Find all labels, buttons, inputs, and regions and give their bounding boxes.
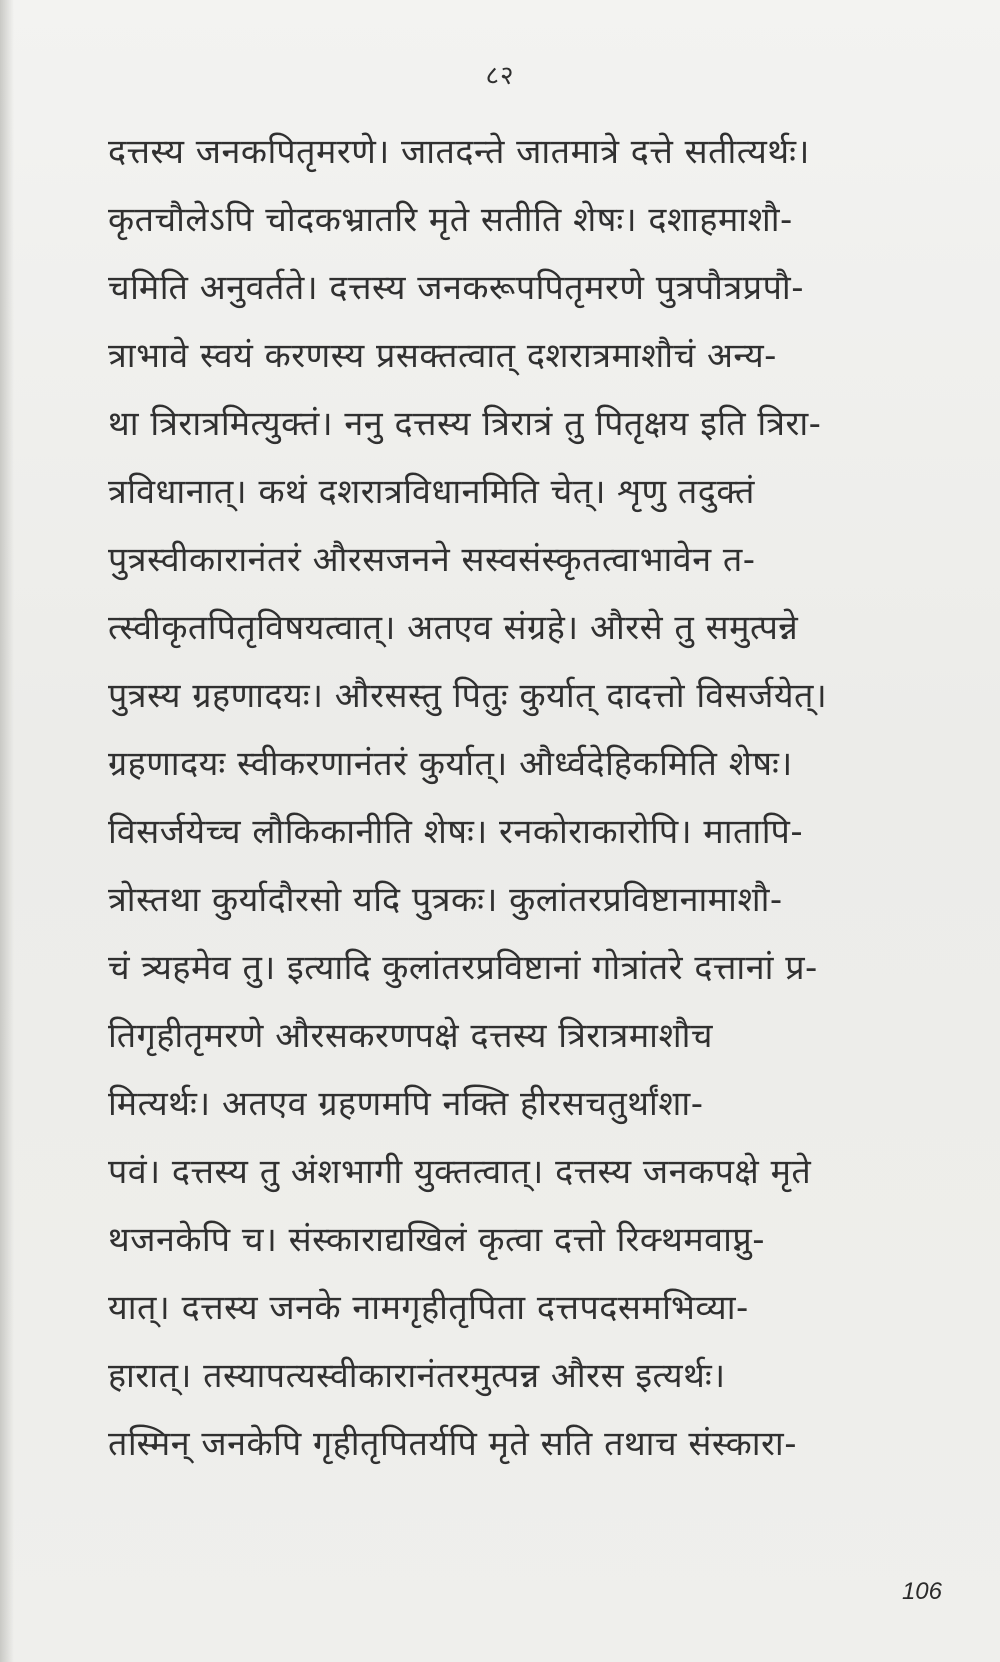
text-line: यात्। दत्तस्य जनके नामगृहीतृपिता दत्तपदसमभिव्या-	[108, 1288, 749, 1328]
text-line: कृतचौलेऽपि चोदकभ्रातरि मृते सतीति शेषः। दशाहमाशौ-	[108, 200, 793, 240]
text-line: ग्रहणादयः स्वीकरणानंतरं कुर्यात्। और्ध्वदेहिकमिति शेषः।	[108, 744, 793, 784]
text-line: तिगृहीतृमरणे औरसकरणपक्षे दत्तस्य त्रिरात्रमाशौच	[108, 1016, 713, 1056]
text-line: मित्यर्थः। अतएव ग्रहणमपि नक्ति हीरसचतुर्थांशा-	[108, 1084, 704, 1124]
text-line: थजनकेपि च। संस्काराद्यखिलं कृत्वा दत्तो रिक्थमवाप्नु-	[108, 1220, 765, 1260]
text-line: पुत्रस्वीकारानंतरं औरसजनने सस्वसंस्कृतत्वाभावेन त-	[108, 540, 756, 580]
folio-number: ८२	[485, 61, 515, 91]
text-line: तस्मिन् जनकेपि गृहीतृपितर्यपि मृते सति तथाच संस्कारा-	[108, 1424, 797, 1464]
text-line: पुत्रस्य ग्रहणादयः। औरसस्तु पितुः कुर्यात् दादत्तो विसर्जयेत्।	[108, 676, 828, 716]
text-line: दत्तस्य जनकपितृमरणे। जातदन्ते जातमात्रे दत्ते सतीत्यर्थः।	[108, 132, 810, 172]
text-line: त्रविधानात्। कथं दशरात्रविधानमिति चेत्। शृणु तदुक्तं	[108, 472, 755, 512]
text-line: त्रोस्तथा कुर्यादौरसो यदि पुत्रकः। कुलांतरप्रविष्टानामाशौ-	[108, 880, 783, 920]
text-line: विसर्जयेच्च लौकिकानीति शेषः। रनकोराकारोपि। मातापि-	[108, 812, 804, 852]
page-edge-shadow	[0, 0, 14, 1662]
archive-page-number: 106	[901, 1578, 942, 1605]
text-line: चमिति अनुवर्तते। दत्तस्य जनकरूपपितृमरणे पुत्रपौत्रप्रपौ-	[108, 268, 804, 308]
text-line: पवं। दत्तस्य तु अंशभागी युक्तत्वात्। दत्तस्य जनकपक्षे मृते	[108, 1152, 812, 1192]
text-line: त्राभावे स्वयं करणस्य प्रसक्तत्वात् दशरात्रमाशौचं अन्य-	[108, 336, 777, 376]
text-line: चं त्र्यहमेव तु। इत्यादि कुलांतरप्रविष्टानां गोत्रांतरे दत्तानां प्र-	[108, 948, 818, 988]
text-line: हारात्। तस्यापत्यस्वीकारानंतरमुत्पन्न औरस इत्यर्थः।	[108, 1356, 726, 1396]
manuscript-text-block	[108, 118, 880, 1478]
text-line: था त्रिरात्रमित्युक्तं। ननु दत्तस्य त्रिरात्रं तु पितृक्षय इति त्रिरा-	[108, 404, 822, 444]
text-line: त्स्वीकृतपितृविषयत्वात्। अतएव संग्रहे। औरसे तु समुत्पन्ने	[108, 608, 799, 648]
